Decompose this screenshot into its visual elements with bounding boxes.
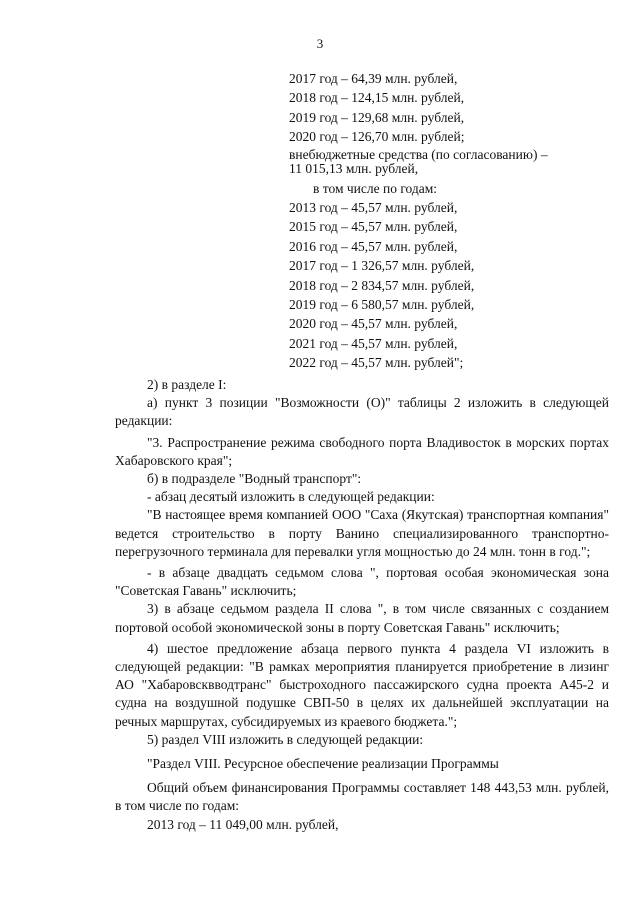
paragraph: 2) в разделе I:: [147, 377, 227, 392]
financing-line: 2016 год – 45,57 млн. рублей,: [289, 238, 458, 254]
financing-line: 2013 год – 45,57 млн. рублей,: [289, 199, 458, 215]
financing-line: 2018 год – 2 834,57 млн. рублей,: [289, 277, 475, 293]
offbudget-funds-label: внебюджетные средства (по согласованию) –: [289, 146, 548, 162]
amendments-text: [115, 376, 609, 834]
paragraph: "3. Распространение режима свободного порта Владивосток в морских портах Хабаровского края";: [115, 434, 609, 468]
offbudget-funds-amount: 11 015,13 млн. рублей,: [289, 160, 419, 176]
paragraph: 2013 год – 11 049,00 млн. рублей,: [147, 816, 339, 832]
paragraph: а) пункт 3 позиции "Возможности (О)" таблицы 2 изложить в следующей редакции:: [115, 395, 609, 429]
offbudget-funds-line: [289, 148, 609, 176]
financing-line: 2022 год – 45,57 млн. рублей";: [289, 355, 464, 371]
financing-line: 2021 год – 45,57 млн. рублей,: [289, 335, 458, 351]
page-number: 3: [316, 36, 324, 51]
paragraph: Общий объем финансирования Программы составляет 148 443,53 млн. рублей, в том числе по годам:: [115, 780, 609, 814]
financing-line: 2018 год – 124,15 млн. рублей,: [289, 90, 465, 106]
financing-line: 2019 год – 6 580,57 млн. рублей,: [289, 296, 475, 312]
financing-line: 2017 год – 1 326,57 млн. рублей,: [289, 258, 475, 274]
paragraph: - в абзаце двадцать седьмом слова ", портовая особая экономическая зона "Советская Гавань" исключить;: [115, 565, 609, 599]
paragraph: б) в подразделе "Водный транспорт":: [147, 471, 362, 487]
financing-line: 2017 год – 64,39 млн. рублей,: [289, 71, 458, 86]
paragraph: 5) раздел VIII изложить в следующей редакции:: [147, 731, 424, 747]
paragraph: - абзац десятый изложить в следующей редакции:: [147, 489, 435, 505]
section-heading: "Раздел VIII. Ресурсное обеспечение реализации Программы: [147, 756, 499, 772]
financing-line: 2020 год – 45,57 млн. рублей,: [289, 316, 458, 332]
paragraph: "В настоящее время компанией ООО "Саха (Якутская) транспортная компания" ведется строительство в порту Ванино специализированного транспортно-перегрузочного терминала для перевалки угля мощностью до 24 млн. тонн в год.";: [115, 507, 609, 559]
financing-by-years-block: [289, 70, 609, 373]
financing-line: 2019 год – 129,68 млн. рублей,: [289, 109, 465, 125]
financing-line: 2015 год – 45,57 млн. рублей,: [289, 219, 458, 235]
by-years-label: в том числе по годам:: [313, 180, 438, 196]
financing-line: 2020 год – 126,70 млн. рублей;: [289, 129, 465, 145]
paragraph: 4) шестое предложение абзаца первого пункта 4 раздела VI изложить в следующей редакции: "В рамках мероприятия планируется приобретение в лизинг АО "Хабаровсквводтранс" быстроходного пассажирского судна проекта А45-2 и судна на воздушной подушке СВП-50 в целях их дальнейшей эксплуатации на речных маршрутах, субсидируемых из краевого бюджета.";: [115, 640, 609, 729]
paragraph: 3) в абзаце седьмом раздела II слова ", в том числе связанных с созданием портовой особой экономической зоны в порту Советская Гавань" исключить;: [115, 601, 609, 635]
